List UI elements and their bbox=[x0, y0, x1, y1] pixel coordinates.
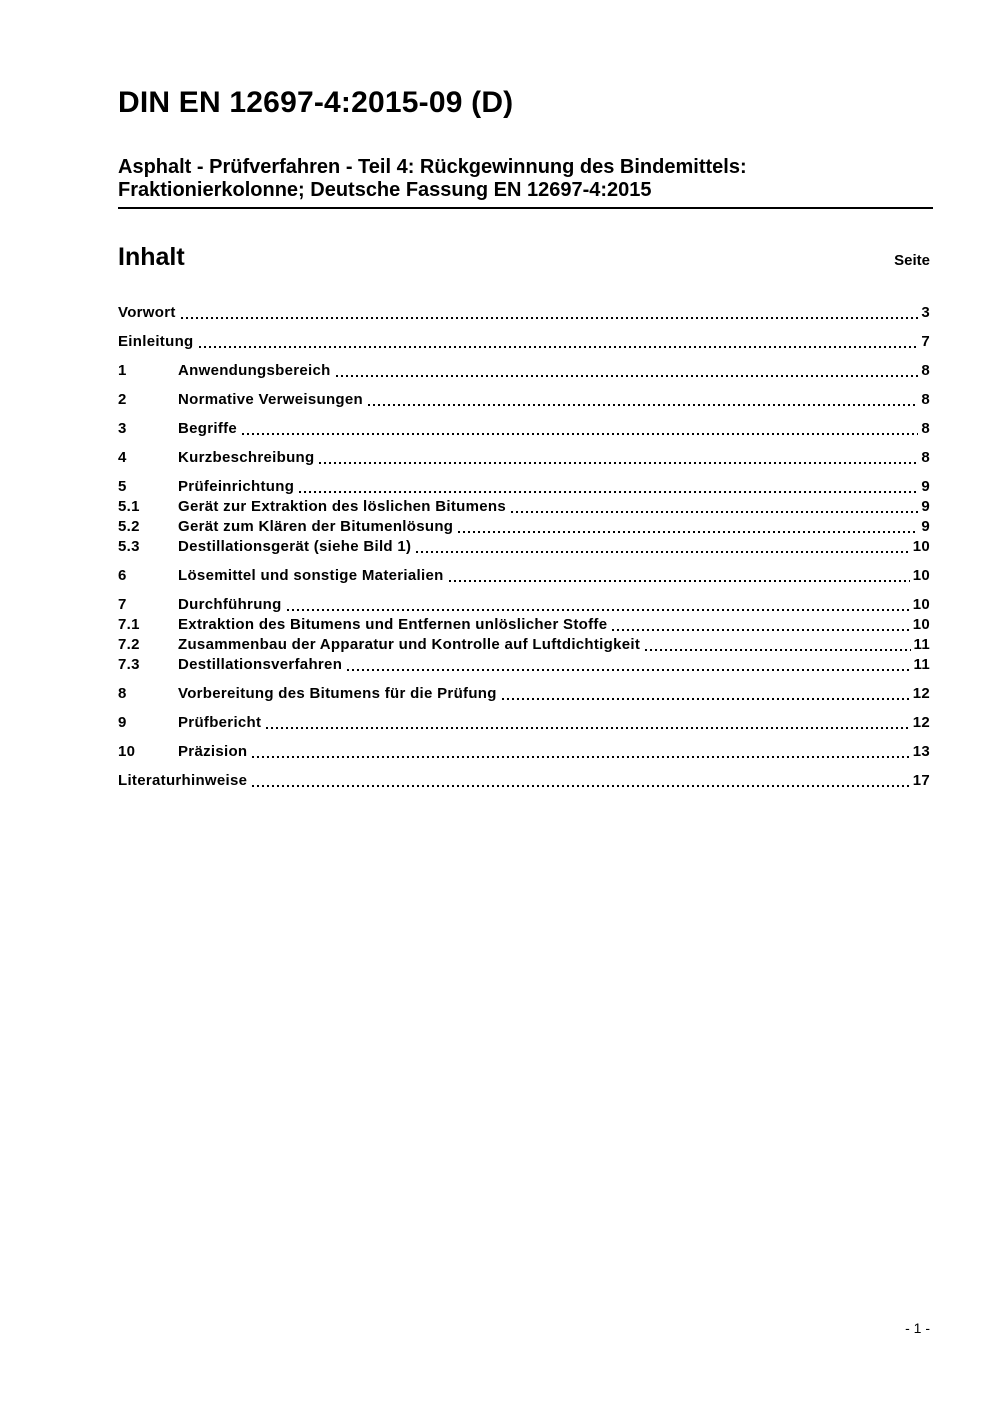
toc-entry-label: Kurzbeschreibung bbox=[178, 449, 315, 466]
toc-entry-page: 9 bbox=[921, 518, 930, 535]
toc-entry-6 bbox=[118, 566, 930, 585]
toc-entry-page: 13 bbox=[912, 743, 930, 760]
dotted-leader bbox=[645, 649, 910, 651]
toc-entry-number: 4 bbox=[118, 449, 127, 466]
dotted-leader bbox=[299, 491, 918, 493]
toc-entry-7 bbox=[118, 595, 930, 614]
toc-entry-number: 2 bbox=[118, 391, 127, 408]
toc-entry-label: Begriffe bbox=[178, 420, 238, 437]
toc-entry-label: Literaturhinweise bbox=[118, 772, 248, 789]
dotted-leader bbox=[319, 462, 918, 464]
toc-entry-5-3 bbox=[118, 537, 930, 556]
document-title-line-2: Fraktionierkolonne; Deutsche Fassung EN 12697-4:2015 bbox=[118, 179, 652, 201]
toc-entry-number: 1 bbox=[118, 362, 127, 379]
document-code: DIN EN 12697-4:2015-09 (D) bbox=[118, 86, 514, 119]
toc-entry-label: Normative Verweisungen bbox=[178, 391, 363, 408]
toc-entry-7-2 bbox=[118, 635, 930, 654]
dotted-leader bbox=[502, 698, 910, 700]
toc-entry-page: 10 bbox=[912, 596, 930, 613]
toc-entry-5-2 bbox=[118, 517, 930, 536]
toc-entry-page: 10 bbox=[912, 567, 930, 584]
dotted-leader bbox=[511, 511, 918, 513]
dotted-leader bbox=[449, 580, 910, 582]
toc-entry-8 bbox=[118, 684, 930, 703]
toc-entry-number: 7.2 bbox=[118, 636, 140, 653]
toc-entry-number: 7.1 bbox=[118, 616, 140, 633]
toc-entry-number: 9 bbox=[118, 714, 127, 731]
toc-entry-label: Einleitung bbox=[118, 333, 194, 350]
toc-entry-label: Extraktion des Bitumens und Entfernen unlöslicher Stoffe bbox=[178, 616, 608, 633]
toc-entry-page: 11 bbox=[913, 636, 930, 653]
toc-entry-3 bbox=[118, 419, 930, 438]
toc-entry-label: Gerät zum Klären der Bitumenlösung bbox=[178, 518, 454, 535]
toc-entry-label: Destillationsgerät (siehe Bild 1) bbox=[178, 538, 412, 555]
toc-entry-number: 5.3 bbox=[118, 538, 140, 555]
page-number-footer: - 1 - bbox=[905, 1320, 930, 1336]
toc-entry-number: 8 bbox=[118, 685, 127, 702]
page-column-label: Seite bbox=[894, 252, 930, 269]
dotted-leader bbox=[242, 433, 918, 435]
toc-entry-page: 9 bbox=[921, 498, 930, 515]
toc-entry-7-1 bbox=[118, 615, 930, 634]
toc-entry-4 bbox=[118, 448, 930, 467]
dotted-leader bbox=[287, 609, 910, 611]
toc-entry-number: 7 bbox=[118, 596, 127, 613]
dotted-leader bbox=[612, 629, 909, 631]
toc-entry-label: Prüfeinrichtung bbox=[178, 478, 295, 495]
toc-entry-page: 8 bbox=[921, 449, 930, 466]
toc-entry-page: 8 bbox=[921, 362, 930, 379]
toc-entry-9 bbox=[118, 713, 930, 732]
toc-entry-page: 10 bbox=[912, 616, 930, 633]
toc-entry-page: 8 bbox=[921, 420, 930, 437]
toc-entry-5-1 bbox=[118, 497, 930, 516]
toc-entry-einleitung bbox=[118, 332, 930, 351]
toc-entry-label: Zusammenbau der Apparatur und Kontrolle auf Luftdichtigkeit bbox=[178, 636, 641, 653]
dotted-leader bbox=[181, 317, 919, 319]
dotted-leader bbox=[458, 531, 918, 533]
document-title bbox=[118, 156, 933, 209]
toc-entry-page: 10 bbox=[912, 538, 930, 555]
toc-entry-page: 8 bbox=[921, 391, 930, 408]
toc-entry-page: 7 bbox=[921, 333, 930, 350]
document-title-line-1: Asphalt - Prüfverfahren - Teil 4: Rückgewinnung des Bindemittels: bbox=[118, 156, 747, 178]
toc-entry-number: 5.1 bbox=[118, 498, 140, 515]
toc-entry-label: Gerät zur Extraktion des löslichen Bitumens bbox=[178, 498, 506, 515]
toc-entry-page: 12 bbox=[912, 685, 930, 702]
toc-entry-1 bbox=[118, 361, 930, 380]
toc-entry-number: 10 bbox=[118, 743, 136, 760]
toc-entry-7-3 bbox=[118, 655, 930, 674]
toc-entry-number: 3 bbox=[118, 420, 127, 437]
dotted-leader bbox=[336, 375, 919, 377]
toc-entry-label: Anwendungsbereich bbox=[178, 362, 331, 379]
toc-entry-10 bbox=[118, 742, 930, 761]
toc-entry-label: Prüfbericht bbox=[178, 714, 262, 731]
toc-entry-page: 9 bbox=[921, 478, 930, 495]
toc-entry-page: 12 bbox=[912, 714, 930, 731]
toc-entry-page: 3 bbox=[921, 304, 930, 321]
toc-entry-5 bbox=[118, 477, 930, 496]
toc-entry-label: Vorwort bbox=[118, 304, 176, 321]
toc-entry-label: Lösemittel und sonstige Materialien bbox=[178, 567, 444, 584]
toc-entry-number: 5.2 bbox=[118, 518, 140, 535]
toc-header bbox=[118, 243, 930, 272]
dotted-leader bbox=[368, 404, 918, 406]
toc-entry-label: Destillationsverfahren bbox=[178, 656, 343, 673]
toc-entry-number: 7.3 bbox=[118, 656, 140, 673]
toc-entry-vorwort bbox=[118, 303, 930, 322]
toc-entry-label: Durchführung bbox=[178, 596, 282, 613]
toc-entry-number: 5 bbox=[118, 478, 127, 495]
toc-entry-page: 11 bbox=[913, 656, 930, 673]
dotted-leader bbox=[252, 756, 909, 758]
dotted-leader bbox=[347, 669, 910, 671]
toc-entry-page: 17 bbox=[912, 772, 930, 789]
toc-entry-2 bbox=[118, 390, 930, 409]
dotted-leader bbox=[252, 785, 909, 787]
toc-entry-label: Präzision bbox=[178, 743, 248, 760]
toc-heading: Inhalt bbox=[118, 243, 185, 271]
table-of-contents bbox=[118, 303, 930, 790]
dotted-leader bbox=[266, 727, 909, 729]
toc-entry-label: Vorbereitung des Bitumens für die Prüfung bbox=[178, 685, 497, 702]
toc-entry-literaturhinweise bbox=[118, 771, 930, 790]
dotted-leader bbox=[416, 551, 909, 553]
toc-entry-number: 6 bbox=[118, 567, 127, 584]
dotted-leader bbox=[199, 346, 919, 348]
